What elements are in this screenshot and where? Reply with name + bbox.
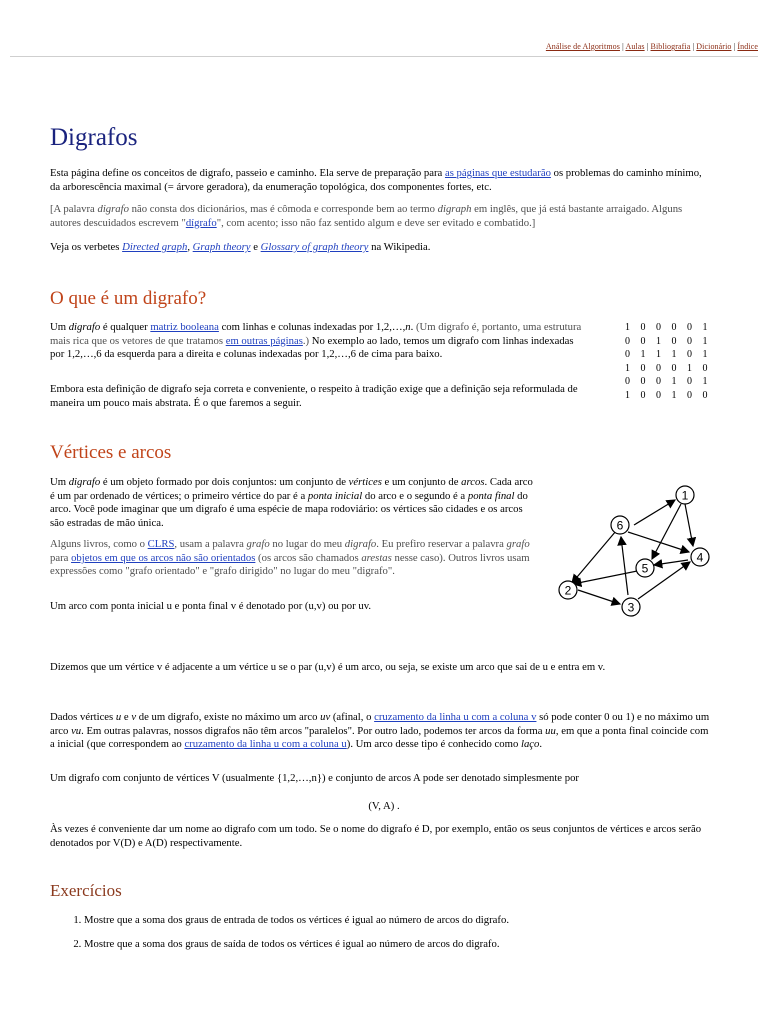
exercise-item: 1. Mostre que a soma dos graus de entrada de todos os vértices é igual ao número de arcos do digrafo. <box>84 914 509 927</box>
matrix-cell: 0 <box>640 335 646 347</box>
matrix-cell: 0 <box>656 322 661 333</box>
matrix-cell: 1 <box>656 349 661 361</box>
matrix-cell: 0 <box>671 322 677 333</box>
nav-link-dicionario[interactable]: Dicionário <box>696 42 732 51</box>
matrix-cell: 1 <box>625 362 630 374</box>
vertex-label-6: 6 <box>616 518 624 533</box>
arc-6-1 <box>634 500 675 525</box>
matrix-row <box>625 363 718 377</box>
matrix-cell: 0 <box>687 322 692 333</box>
link-objetos-nao-orientados[interactable]: objetos em que os arcos não são orientados <box>71 551 256 564</box>
nav-separator: | <box>619 42 626 51</box>
link-digrafo-acento[interactable]: dígrafo <box>185 216 217 229</box>
matrix-cell: 0 <box>625 376 630 388</box>
reformulation-paragraph: Embora esta definição de digrafo seja correta e conveniente, o respeito à tradição exige que a definição seja reformulada de maneira um pouco mais abstrata. É o que faremos a seguir. <box>50 383 578 409</box>
matrix-cell: 0 <box>625 349 630 361</box>
clrs-note: Alguns livros, como o CLRS, usam a palavra grafo no lugar do meu digrafo. Eu prefiro reservar a palavra grafo para objetos em que os arcos não são orientados (os arcos são chamados arestas nesse caso). Outros livros usam expressões como "grafo orientado" e "grafo dirigido" no lugar do meu "digrafo". <box>50 538 530 578</box>
link-graph-theory[interactable]: Graph theory <box>192 241 251 253</box>
exercise-list <box>50 914 509 962</box>
link-cruzamento-uv[interactable]: cruzamento da linha u com a coluna v <box>374 711 537 723</box>
nav-separator: | <box>644 42 651 51</box>
matrix-cell: 0 <box>702 362 708 374</box>
matrix-cell: 1 <box>687 362 692 374</box>
matrix-cell: 0 <box>687 389 692 401</box>
matrix-cell: 0 <box>640 322 646 333</box>
matrix-row <box>625 322 718 336</box>
link-outras-paginas[interactable]: em outras páginas <box>225 334 303 347</box>
adjacency-matrix <box>625 322 718 404</box>
arc-1-5 <box>652 504 681 559</box>
matrix-row <box>625 349 718 363</box>
wikipedia-paragraph: Veja os verbetes Directed graph, Graph theory e Glossary of graph theory na Wikipedia. <box>50 241 431 253</box>
matrix-cell: 1 <box>625 322 630 333</box>
link-matriz-booleana[interactable]: matriz booleana <box>150 321 219 333</box>
vertex-label-3: 3 <box>627 600 635 615</box>
nav-link-indice[interactable]: Índice <box>737 42 758 51</box>
adjacency-paragraph: Dizemos que um vértice v é adjacente a um vértice u se o par (u,v) é um arco, ou seja, se existe um arco que sai de u e entra em v. <box>50 661 606 673</box>
definition-paragraph: Um digrafo é qualquer matriz booleana com linhas e colunas indexadas por 1,2,…,n. (Um digrafo é, portanto, uma estrutura mais rica que os vetores de que tratamos em outras páginas.) No exemplo ao lado, temos um digrafo com linhas indexadas por 1,2,…,6 da esquerda para a direita e colunas indexadas por 1,2,…,6 de cima para baixo. <box>50 321 582 361</box>
arc-2-3 <box>578 590 620 604</box>
exercises-heading: Exercícios <box>50 881 122 900</box>
arc-6-2 <box>572 531 616 583</box>
intro-paragraph: Esta página define os conceitos de digrafo, passeio e caminho. Ela serve de preparação para as páginas que estudarão os problemas do caminho mínimo, da arborescência maximal (= árvore geradora), da enumeração topológica, dos componentes fortes, etc. <box>50 167 702 193</box>
page-title: Digrafos <box>50 124 138 151</box>
link-directed-graph[interactable]: Directed graph <box>122 241 188 253</box>
arc-5-2 <box>573 571 637 584</box>
vertex-label-1: 1 <box>681 488 689 503</box>
section-heading-o-que-e: O que é um digrafo? <box>50 288 207 309</box>
matrix-row <box>625 390 718 404</box>
digraph-figure <box>550 480 725 620</box>
matrix-cell: 1 <box>702 349 708 361</box>
arc-4-5 <box>654 560 688 565</box>
naming-paragraph: Às vezes é conveniente dar um nome ao digrafo com um todo. Se o nome do digrafo é D, por exemplo, então os seus conjuntos de vértices e arcos serão denotados por V(D) e A(D) respectivamente. <box>50 823 702 849</box>
matrix-cell: 0 <box>671 362 677 374</box>
matrix-cell: 0 <box>640 362 646 374</box>
section-heading-vertices-arcos: Vértices e arcos <box>50 442 172 463</box>
nav-separator: | <box>731 42 738 51</box>
matrix-cell: 1 <box>640 349 646 361</box>
matrix-cell: 0 <box>687 376 692 388</box>
vertices-arcos-paragraph: Um digrafo é um objeto formado por dois conjuntos: um conjunto de vértices e um conjunto de arcos. Cada arco é um par ordenado de vértices; o primeiro vértice do par é a ponta inicial do arco e o segundo é a ponta final do arco. Você pode imaginar que um digrafo é uma espécie de mapa rodoviário: os vértices são cidades e os arcos são estradas de mão única. <box>50 476 533 529</box>
matrix-cell: 1 <box>702 322 708 333</box>
matrix-cell: 1 <box>671 376 677 388</box>
top-divider <box>10 56 758 57</box>
matrix-row <box>625 376 718 390</box>
matrix-row <box>625 336 718 350</box>
matrix-cell: 0 <box>640 389 646 401</box>
arc-notation-paragraph: Um arco com ponta inicial u e ponta final v é denotado por (u,v) ou por uv. <box>50 600 372 612</box>
link-glossary-graph-theory[interactable]: Glossary of graph theory <box>260 241 369 253</box>
arc-1-4 <box>685 504 693 546</box>
vertex-set-paragraph: Um digrafo com conjunto de vértices V (usualmente {1,2,…,n}) e conjunto de arcos A pode ser denotado simplesmente por <box>50 772 579 784</box>
matrix-cell: 0 <box>671 335 677 347</box>
matrix-cell: 0 <box>625 335 630 347</box>
vertex-label-5: 5 <box>641 561 649 576</box>
matrix-cell: 1 <box>656 335 661 347</box>
matrix-cell: 0 <box>687 335 692 347</box>
matrix-cell: 1 <box>671 349 677 361</box>
link-paginas-estudarao[interactable]: as páginas que estudarão <box>444 167 551 179</box>
matrix-cell: 0 <box>656 389 661 401</box>
matrix-cell: 0 <box>687 349 692 361</box>
nav-link-aulas[interactable]: Aulas <box>625 42 645 51</box>
matrix-cell: 1 <box>671 389 677 401</box>
link-clrs[interactable]: CLRS <box>147 538 175 550</box>
matrix-cell: 0 <box>702 389 708 401</box>
matrix-cell: 1 <box>625 389 630 401</box>
loops-paragraph: Dados vértices u e v de um digrafo, existe no máximo um arco uv (afinal, o cruzamento da linha u com a coluna v só pode conter 0 ou 1) e no máximo um arco vu. Em outras palavras, nossos digrafos não têm arcos "paralelos". Por outro lado, podemos ter arcos da forma uu, em que a ponta final coincide com a inicial (que correspondem ao cruzamento da linha u com a coluna u). Um arco desse tipo é conhecido como laço. <box>50 711 710 751</box>
matrix-cell: 0 <box>656 376 661 388</box>
vertex-label-2: 2 <box>564 583 572 598</box>
arc-6-4 <box>628 532 689 552</box>
link-cruzamento-uu[interactable]: cruzamento da linha u com a coluna u <box>184 738 347 751</box>
formula-va: (V, A) . <box>368 800 400 812</box>
nav-separator: | <box>690 42 697 51</box>
matrix-cell: 0 <box>656 362 661 374</box>
arc-3-6 <box>621 537 628 595</box>
matrix-cell: 1 <box>702 376 708 388</box>
matrix-cell: 1 <box>702 335 708 347</box>
top-nav <box>546 42 758 51</box>
intro-note: [A palavra digrafo não consta dos dicionários, mas é cômoda e corresponde bem ao termo digraph em inglês, que já está bastante arraigado. Alguns autores descuidados escrevem "dígrafo", com acento; isso não faz sentido algum e deve ser evitado e combatido.] <box>50 203 683 229</box>
matrix-cell: 0 <box>640 376 646 388</box>
nav-link-analise[interactable]: Análise de Algoritmos <box>545 42 620 51</box>
vertex-label-4: 4 <box>696 550 704 565</box>
exercise-item: 2. Mostre que a soma dos graus de saída de todos os vértices é igual ao número de arcos do digrafo. <box>84 938 509 951</box>
nav-link-bibliografia[interactable]: Bibliografia <box>650 42 691 51</box>
